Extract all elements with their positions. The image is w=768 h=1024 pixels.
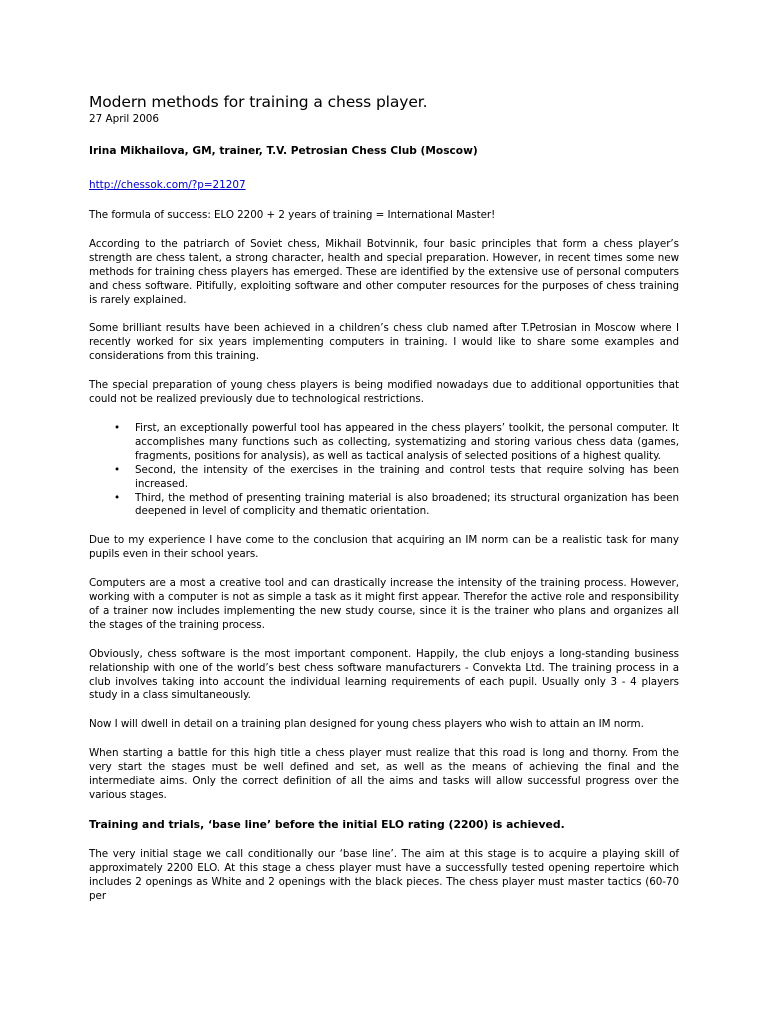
list-item — [89, 464, 679, 492]
paragraph-training-plan: Now I will dwell in detail on a training plan designed for young chess players who wish to attain an IM norm. — [89, 718, 644, 731]
article-date: 27 April 2006 — [89, 113, 160, 125]
paragraph-botvinnik: According to the patriarch of Soviet chess, Mikhail Botvinnik, four basic principles that form a chess player’s strength are chess talent, a strong character, health and special preparation. However, in recent times some new methods for training chess players has emerged. These are identified by the extensive use of personal computers and chess software. Pitifully, exploiting software and other computer resources for the purposes of chess training is rarely explained. — [89, 237, 679, 306]
paragraph-im-norm: Due to my experience I have come to the conclusion that acquiring an IM norm can be a realistic task for many pupils even in their school years. — [89, 534, 679, 561]
paragraph-software: Obviously, chess software is the most important component. Happily, the club enjoys a long-standing business relationship with one of the world’s best chess software manufacturers - Convekta Ltd. The training process in a club involves taking into account the individual learning requirements of each pupil. Usually only 3 - 4 players study in a class simultaneously. — [89, 647, 679, 702]
bullet-marker: • — [114, 491, 121, 504]
bullet-list — [89, 422, 679, 519]
bullet-marker: • — [114, 463, 121, 476]
paragraph-base-line: The very initial stage we call conditionally our ‘base line’. The aim at this stage is to acquire a playing skill of approximately 2200 ELO. At this stage a chess player must have a successfully tested opening repertoire which includes 2 openings as White and 2 openings with the black pieces. The chess player must master tactics (60-70 per — [89, 847, 679, 902]
formula-paragraph: The formula of success: ELO 2200 + 2 years of training = International Master! — [89, 209, 496, 221]
article-title: Modern methods for training a chess player. — [89, 93, 428, 111]
bullet-marker: • — [114, 421, 121, 434]
list-item-text: Third, the method of presenting training material is also broadened; its structural organization has been deepened in level of complicity and thematic orientation. — [135, 491, 679, 518]
article-body — [89, 209, 679, 919]
paragraph-petrosian-club: Some brilliant results have been achieved in a children’s chess club named after T.Petrosian in Moscow where I recently worked for six years implementing computers in training. I would like to share some examples and considerations from this training. — [89, 322, 679, 363]
source-link[interactable]: http://chessok.com/?p=21207 — [89, 179, 246, 191]
list-item-text: Second, the intensity of the exercises in the training and control tests that require solving has been increased. — [135, 463, 679, 490]
section-heading: Training and trials, ‘base line’ before the initial ELO rating (2200) is achieved. — [89, 817, 565, 831]
article — [89, 92, 679, 902]
article-author: Irina Mikhailova, GM, trainer, T.V. Petrosian Chess Club (Moscow) — [89, 145, 478, 157]
list-item — [89, 492, 679, 520]
paragraph-battle: When starting a battle for this high title a chess player must realize that this road is long and thorny. From the very start the stages must be well defined and set, as well as the means of achieving the final and the intermediate aims. Only the correct definition of all the aims and tasks will allow successful progress over the various stages. — [89, 747, 679, 801]
paragraph-computers: Computers are a most a creative tool and can drastically increase the intensity of the training process. However, working with a computer is not as simple a task as it might first appear. Therefor the active role and responsibility of a trainer now includes implementing the new study course, since it is the trainer who plans and organizes all the stages of the training process. — [89, 577, 679, 631]
list-item-text: First, an exceptionally powerful tool has appeared in the chess players’ toolkit, the personal computer. It accomplishes many functions such as collecting, systematizing and storing various chess data (games, fragments, positions for analysis), as well as tactical analysis of selected positions of a highest quality. — [135, 421, 679, 462]
list-item — [89, 422, 679, 464]
paragraph-special-preparation: The special preparation of young chess players is being modified nowadays due to additional opportunities that could not be realized previously due to technological restrictions. — [89, 379, 679, 406]
